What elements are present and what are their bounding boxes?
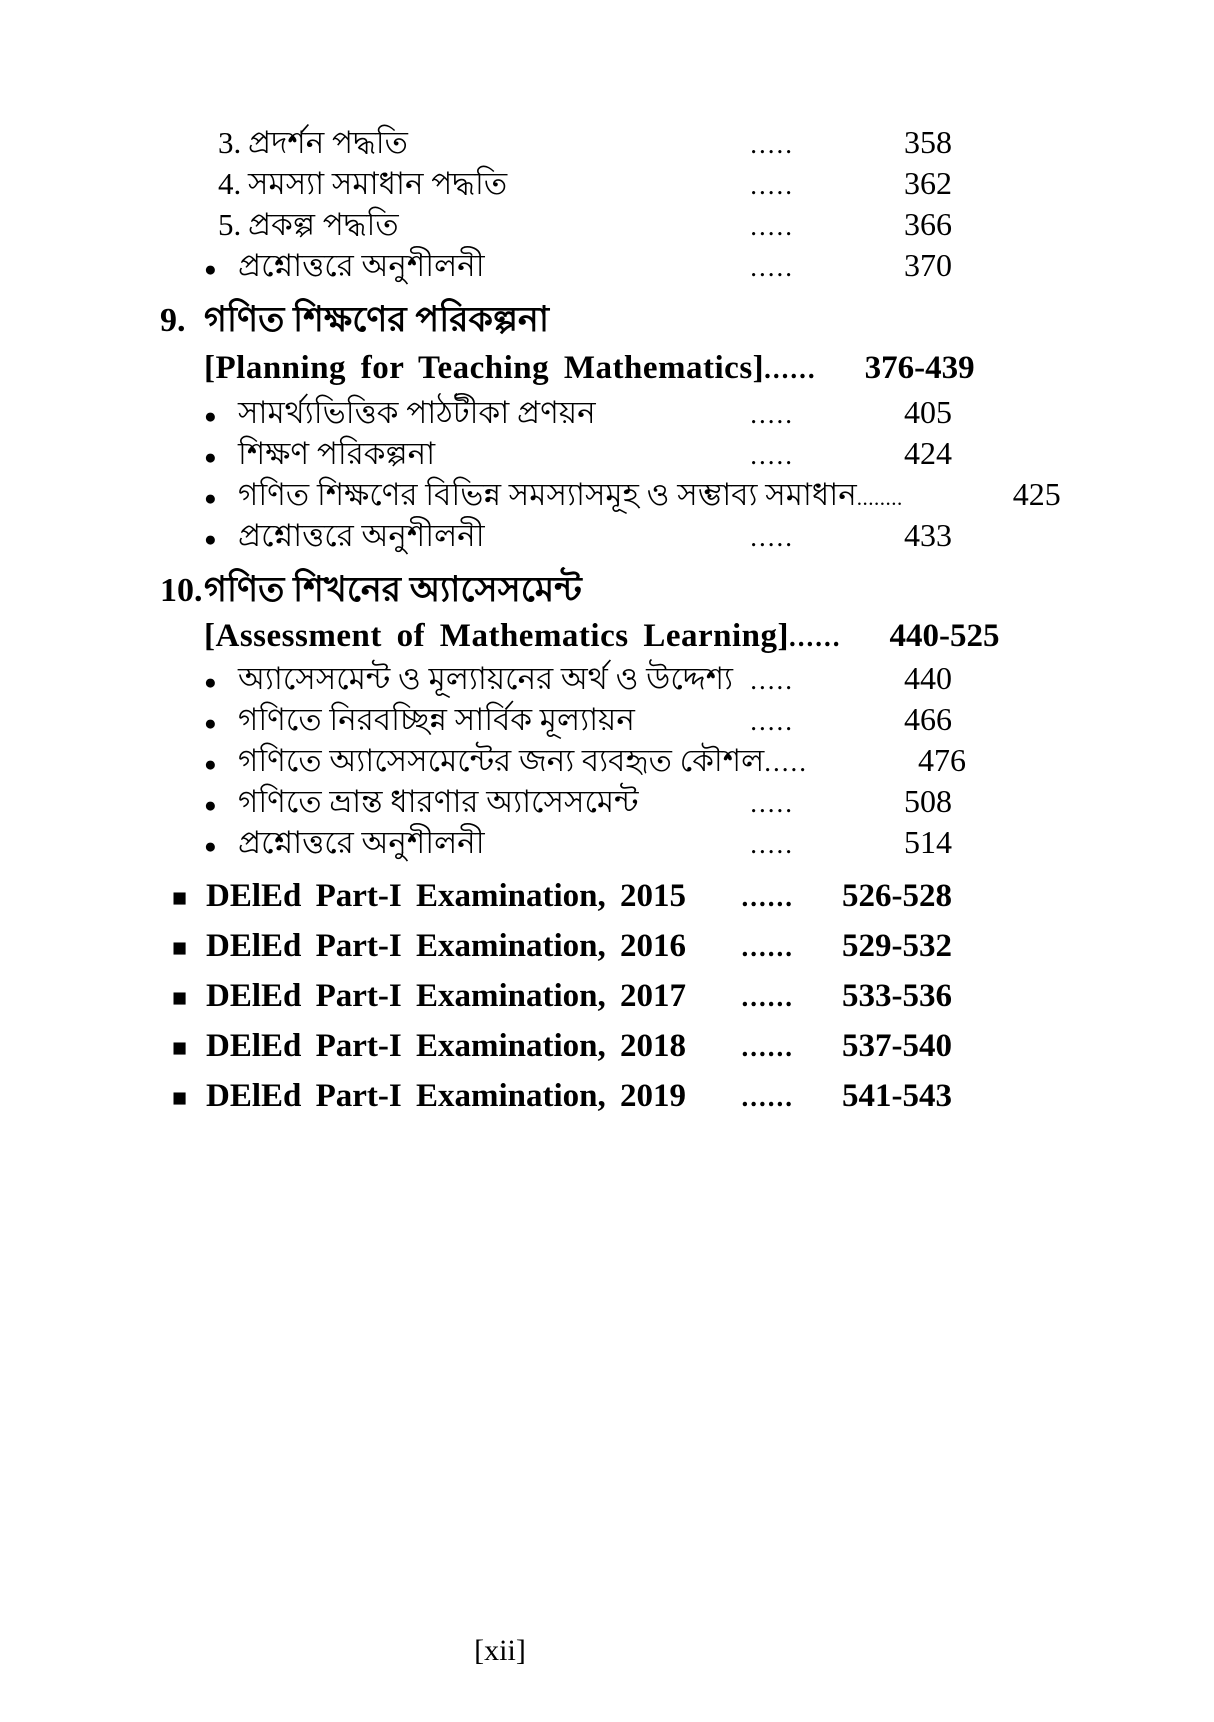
toc-entry-label: DElEd Part-I Examination, 2016 — [206, 928, 687, 964]
toc-row — [160, 296, 952, 344]
leader-dots: ..... — [750, 399, 794, 429]
leader-dots: ........ — [856, 486, 903, 510]
leader-dots: ..... — [750, 252, 794, 282]
bullet-icon: ● — [204, 670, 217, 694]
toc-entry-label: প্রশ্নোত্তরে অনুশীলনী — [238, 825, 485, 860]
bullet-icon: ● — [204, 445, 217, 469]
page-number: 466 — [904, 701, 952, 737]
page-number: 541-543 — [842, 1078, 952, 1114]
toc-entry-label: সমস্যা সমাধান পদ্ধতি — [248, 166, 508, 201]
leader-dots: ..... — [764, 747, 808, 777]
leader-dots: ...... — [764, 354, 817, 384]
bullet-icon: ● — [204, 486, 217, 510]
toc-entry-label: প্রদর্শন পদ্ধতি — [248, 125, 408, 160]
bullet-icon: ● — [204, 834, 217, 858]
page-number: 424 — [904, 435, 952, 471]
toc-row — [160, 781, 952, 822]
leader-dots: ..... — [750, 170, 794, 200]
bullet-icon: ● — [204, 793, 217, 817]
toc-row — [160, 871, 952, 921]
toc-entry-label: প্রশ্নোত্তরে অনুশীলনী — [238, 518, 485, 553]
page-number: 376-439 — [864, 350, 975, 386]
leader-dots: ..... — [750, 829, 794, 859]
toc-row — [160, 433, 952, 474]
item-number: 10. — [160, 572, 203, 609]
toc-row — [160, 566, 952, 614]
bullet-icon: ● — [204, 752, 217, 776]
page-number: 476 — [917, 742, 966, 778]
toc-row — [160, 474, 1061, 515]
toc-row — [160, 921, 952, 971]
leader-dots: ...... — [741, 1032, 794, 1062]
toc-row — [160, 822, 952, 863]
toc-row — [160, 515, 952, 556]
toc-entry-label: DElEd Part-I Examination, 2017 — [206, 978, 687, 1014]
footer-page-number: [xii] — [474, 1634, 526, 1667]
page-number: 358 — [904, 124, 952, 160]
toc-row — [160, 1071, 952, 1121]
square-bullet-icon: ■ — [172, 1085, 188, 1112]
toc-entry-label: অ্যাসেসমেন্ট ও মূল্যায়নের অর্থ ও উদ্দেশ্য — [238, 661, 734, 696]
toc-entry-label: সামর্থ্যভিত্তিক পাঠটীকা প্রণয়ন — [238, 395, 596, 430]
page-number: 440 — [904, 660, 952, 696]
item-number: 4. — [218, 166, 242, 201]
bullet-icon: ● — [204, 711, 217, 735]
page-number: 533-536 — [842, 978, 952, 1014]
bullet-icon: ● — [204, 527, 217, 551]
leader-dots: ..... — [750, 665, 794, 695]
toc-entry-label: [Planning for Teaching Mathematics] — [204, 350, 765, 386]
page-number: 405 — [904, 394, 952, 430]
toc-row — [160, 699, 952, 740]
square-bullet-icon: ■ — [172, 935, 188, 962]
toc-entry-label: DElEd Part-I Examination, 2015 — [206, 878, 687, 914]
leader-dots: ...... — [741, 1082, 794, 1112]
leader-dots: ..... — [750, 788, 794, 818]
page-number: 514 — [904, 824, 952, 860]
leader-dots: ..... — [750, 211, 794, 241]
leader-dots: ...... — [741, 932, 794, 962]
leader-dots: ..... — [750, 129, 794, 159]
leader-dots: ...... — [741, 982, 794, 1012]
bullet-icon: ● — [204, 257, 217, 281]
toc-entry-label: গণিতে অ্যাসেসমেন্টের জন্য ব্যবহৃত কৌশল — [238, 743, 765, 778]
page-number: 526-528 — [842, 878, 952, 914]
toc-entry-label: গণিত শিক্ষণের বিভিন্ন সমস্যাসমূহ ও সম্ভাব্য সমাধান — [238, 477, 857, 512]
toc-entry-label: DElEd Part-I Examination, 2019 — [206, 1078, 687, 1114]
toc-row — [160, 614, 1000, 658]
item-number: 3. — [218, 125, 242, 160]
toc-row — [160, 245, 952, 286]
square-bullet-icon: ■ — [172, 1035, 188, 1062]
page-number: 370 — [904, 247, 952, 283]
leader-dots: ..... — [750, 522, 794, 552]
toc-row — [160, 122, 952, 163]
page-number: 440-525 — [889, 618, 1000, 654]
table-of-contents — [160, 122, 1061, 1121]
page-number: 508 — [904, 783, 952, 819]
leader-dots: ..... — [750, 706, 794, 736]
leader-dots: ..... — [750, 440, 794, 470]
page-number: 537-540 — [842, 1028, 952, 1064]
item-number: 5. — [218, 207, 242, 242]
toc-entry-label: গণিতে ভ্রান্ত ধারণার অ্যাসেসমেন্ট — [238, 784, 639, 819]
toc-row — [160, 163, 952, 204]
toc-entry-label: প্রকল্প পদ্ধতি — [248, 207, 399, 242]
toc-entry-label: [Assessment of Mathematics Learning] — [204, 618, 789, 654]
page-number: 425 — [1012, 476, 1061, 512]
square-bullet-icon: ■ — [172, 985, 188, 1012]
bullet-icon: ● — [204, 404, 217, 428]
toc-entry-label: DElEd Part-I Examination, 2018 — [206, 1028, 687, 1064]
page-number: 433 — [904, 517, 952, 553]
toc-row — [160, 658, 952, 699]
toc-row — [160, 204, 952, 245]
page-number: 366 — [904, 206, 952, 242]
toc-row — [160, 392, 952, 433]
toc-entry-label: গণিত শিক্ষণের পরিকল্পনা — [204, 300, 549, 339]
toc-entry-label: গণিতে নিরবচ্ছিন্ন সার্বিক মূল্যায়ন — [238, 702, 635, 737]
page-number: 362 — [904, 165, 952, 201]
toc-entry-label: শিক্ষণ পরিকল্পনা — [238, 436, 436, 471]
page-number: 529-532 — [842, 928, 952, 964]
leader-dots: ...... — [789, 622, 842, 652]
toc-entry-label: গণিত শিখনের অ্যাসেসমেন্ট — [204, 570, 582, 609]
toc-entry-label: প্রশ্নোত্তরে অনুশীলনী — [238, 248, 485, 283]
square-bullet-icon: ■ — [172, 885, 188, 912]
toc-row — [160, 971, 952, 1021]
toc-row — [160, 1021, 952, 1071]
toc-row — [160, 740, 966, 781]
leader-dots: ...... — [741, 882, 794, 912]
toc-row — [160, 344, 975, 392]
item-number: 9. — [160, 302, 186, 339]
